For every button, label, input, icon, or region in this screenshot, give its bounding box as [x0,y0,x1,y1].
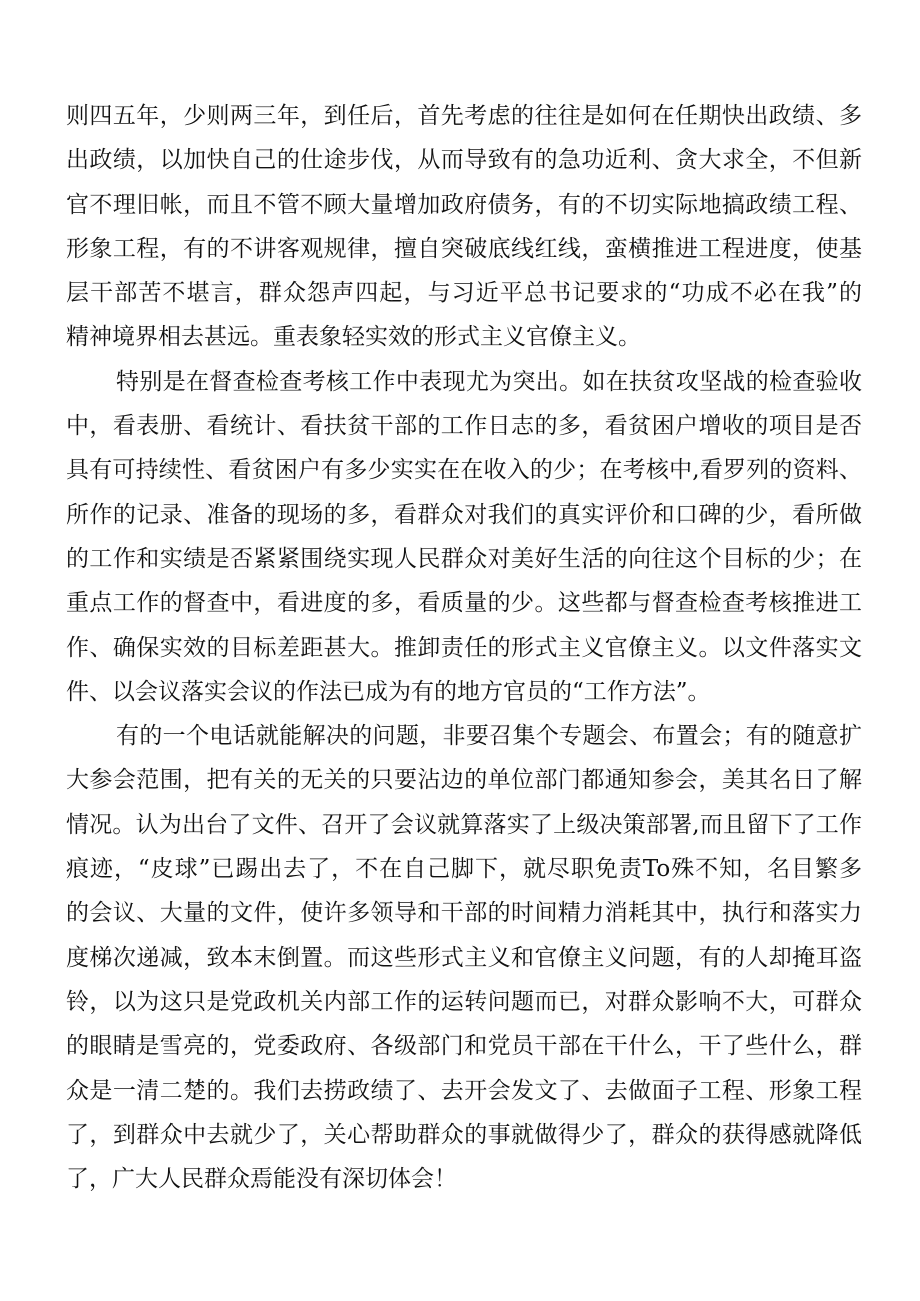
text-line: 众是一清二楚的。我们去捞政绩了、去开会发文了、去做面子工程、形象工程 [66,1077,862,1104]
text-line: 铃，以为这只是党政机关内部工作的运转问题而已，对群众影响不大，可群众 [66,988,862,1015]
text-line: 的眼睛是雪亮的，党委政府、各级部门和党员干部在干什么，干了些什么，群 [66,1033,862,1060]
text-line: 件、以会议落实会议的作法已成为有的地方官员的“工作方法”。 [66,678,711,705]
text-line: 了，到群众中去就少了，关心帮助群众的事就做得少了，群众的获得感就降低 [66,1121,862,1148]
text-line: 精神境界相去甚远。重表象轻实效的形式主义官僚主义。 [66,324,641,351]
text-line: 所作的记录、准备的现场的多，看群众对我们的真实评价和口碑的少，看所做 [66,501,862,528]
text-line: 具有可持续性、看贫困户有多少实实在在收入的少；在考核中,看罗列的资料、 [66,457,862,484]
text-line: 作、确保实效的目标差距甚大。推卸责任的形式主义官僚主义。以文件落实文 [66,634,862,661]
text-line: 度梯次递减，致本末倒置。而这些形式主义和官僚主义问题，有的人却掩耳盗 [66,944,862,971]
text-line: 特别是在督查检查考核工作中表现尤为突出。如在扶贫攻坚战的检查验收 [116,368,862,395]
text-line: 出政绩，以加快自己的仕途步伐，从而导致有的急功近利、贪大求全，不但新 [66,147,862,174]
text-line: 情况。认为出台了文件、召开了会议就算落实了上级决策部署,而且留下了工作 [66,811,862,838]
text-line: 有的一个电话就能解决的问题，非要召集个专题会、布置会；有的随意扩 [116,723,862,750]
text-line: 官不理旧帐，而且不管不顾大量增加政府债务，有的不切实际地搞政绩工程、 [66,191,862,218]
text-line: 痕迹，“皮球”已踢出去了，不在自己脚下，就尽职免责To殊不知，名目繁多 [66,856,862,883]
text-line: 中，看表册、看统计、看扶贫干部的工作日志的多，看贫困户增收的项目是否 [66,413,862,440]
text-line: 了，广大人民群众焉能没有深切体会！ [66,1166,457,1193]
text-line: 层干部苦不堪言，群众怨声四起，与习近平总书记要求的“功成不必在我”的 [66,280,862,307]
text-line: 的工作和实绩是否紧紧围绕实现人民群众对美好生活的向往这个目标的少；在 [66,545,862,572]
document-body [66,94,862,1201]
text-line: 大参会范围，把有关的无关的只要沾边的单位部门都通知参会，美其名日了解 [66,767,862,794]
text-line: 的会议、大量的文件，使许多领导和干部的时间精力消耗其中，执行和落实力 [66,900,862,927]
text-line: 则四五年，少则两三年，到任后，首先考虑的往往是如何在任期快出政绩、多 [66,103,862,129]
text-line: 重点工作的督查中，看进度的多，看质量的少。这些都与督查检查考核推进工 [66,590,862,617]
text-line: 形象工程，有的不讲客观规律，擅自突破底线红线，蛮横推进工程进度，使基 [66,235,862,262]
